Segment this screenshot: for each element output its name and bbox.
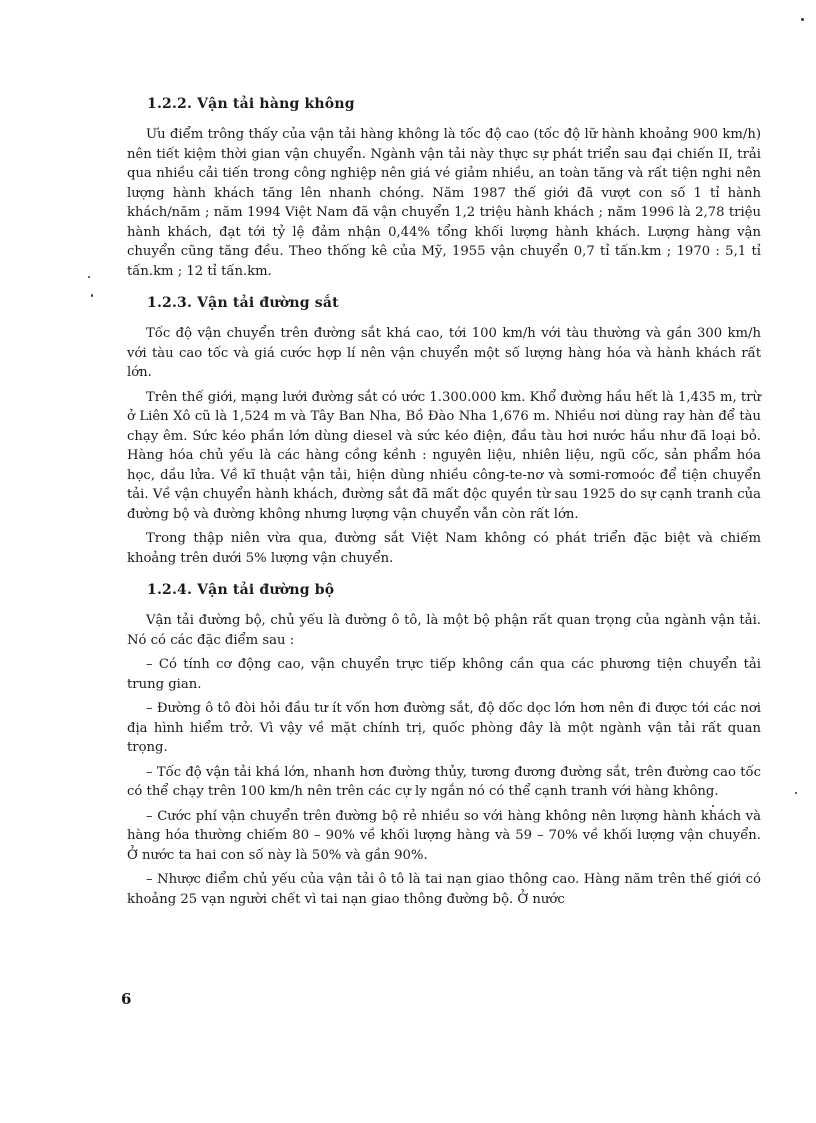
paragraph: Ưu điểm trông thấy của vận tải hàng không là tốc độ cao (tốc độ lữ hành khoảng 900 km/h) nên tiết kiệm thời gian vận chuyển. Ngành vận tải này thực sự phát triển sau đại chiến II, trải qua nhiều cải tiến trong công nghiệp nên giá vé giảm nhiều, an toàn tăng và rất tiện nghi nên lượng hành khách tăng lên nhanh chóng. Năm 1987 thế giới đã vượt con số 1 tỉ hành khách/năm ; năm 1994 Việt Nam đã vận chuyển 1,2 triệu hành khách ; năm 1996 là 2,78 triệu hành khách, đạt tới tỷ lệ đảm nhận 0,44% tổng khối lượng hành khách. Lượng hàng vận chuyển cũng tăng đều. Theo thống kê của Mỹ, 1955 vận chuyển 0,7 tỉ tấn.km ; 1970 : 5,1 tỉ tấn.km ; 12 tỉ tấn.km. xyxy=(127,127,761,279)
paragraph: – Đường ô tô đòi hỏi đầu tư ít vốn hơn đường sắt, độ dốc dọc lớn hơn nên đi được tới các nơi địa hình hiểm trở. Vì vậy về mặt chính trị, quốc phòng đây là một ngành vận tải rất quan trọng. xyxy=(127,701,761,755)
paragraph: – Cước phí vận chuyển trên đường bộ rẻ nhiều so với hàng không nên lượng hành khách và hàng hóa thường chiếm 80 – 90% về khối lượng hàng và 59 – 70% về khối lượng vận chuyển. Ở nước ta hai con số này là 50% và gần 90%. xyxy=(127,808,761,863)
paragraph: – Nhược điểm chủ yếu của vận tải ô tô là tai nạn giao thông cao. Hàng năm trên thế giới có khoảng 25 vạn người chết vì tai nạn giao thông đường bộ. Ở nước xyxy=(127,872,761,907)
section-heading: 1.2.4. Vận tải đường bộ xyxy=(147,582,335,598)
scan-speck xyxy=(88,276,90,278)
section-heading: 1.2.3. Vận tải đường sắt xyxy=(147,295,339,311)
paragraph: – Tốc độ vận tải khá lớn, nhanh hơn đường thủy, tương đương đường sắt, trên đường cao tốc có thể chạy trên 100 km/h nên trên các cự ly ngắn nó có thể cạnh tranh với hàng không. xyxy=(127,764,761,799)
scan-speck xyxy=(795,792,797,794)
section-rail-transport xyxy=(127,295,761,568)
paragraph: Trong thập niên vừa qua, đường sắt Việt Nam không có phát triển đặc biệt và chiếm khoảng trên dưới 5% lượng vận chuyển. xyxy=(127,531,761,566)
page-number: 6 xyxy=(121,990,132,1008)
paragraph: Vận tải đường bộ, chủ yếu là đường ô tô, là một bộ phận rất quan trọng của ngành vận tải. Nó có các đặc điểm sau : xyxy=(127,613,761,648)
paragraph: Tốc độ vận chuyển trên đường sắt khá cao, tới 100 km/h với tàu thường và gần 300 km/h với tàu cao tốc và giá cước hợp lí nên vận chuyển một số lượng hàng hóa và hành khách rất lớn. xyxy=(127,326,761,380)
scan-speck xyxy=(712,805,714,807)
section-heading: 1.2.2. Vận tải hàng không xyxy=(147,96,355,112)
scan-speck xyxy=(91,294,93,297)
paragraph: – Có tính cơ động cao, vận chuyển trực tiếp không cần qua các phương tiện chuyển tải trung gian. xyxy=(127,657,761,692)
section-road-transport xyxy=(127,582,761,909)
section-air-transport xyxy=(127,96,761,281)
paragraph: Trên thế giới, mạng lưới đường sắt có ước 1.300.000 km. Khổ đường hầu hết là 1,435 m, trừ ở Liên Xô cũ là 1,524 m và Tây Ban Nha, Bồ Đào Nha 1,676 m. Nhiều nơi dùng ray hàn để tàu chạy êm. Sức kéo phần lớn dùng diesel và sức kéo điện, đầu tàu hơi nước hầu như đã loại bỏ. Hàng hóa chủ yếu là các hàng cồng kềnh : nguyên liệu, nhiên liệu, ngũ cốc, sản phẩm hóa học, dầu lửa. Về kĩ thuật vận tải, hiện dùng nhiều công-te-nơ và sơmi-rơmoóc để tiện chuyển tải. Về vận chuyển hành khách, đường sắt đã mất độc quyền từ sau 1925 do sự cạnh tranh của đường bộ và đường không nhưng lượng vận chuyển vẫn còn rất lớn. xyxy=(127,389,761,522)
scan-speck xyxy=(801,18,804,21)
page-content xyxy=(127,96,761,923)
